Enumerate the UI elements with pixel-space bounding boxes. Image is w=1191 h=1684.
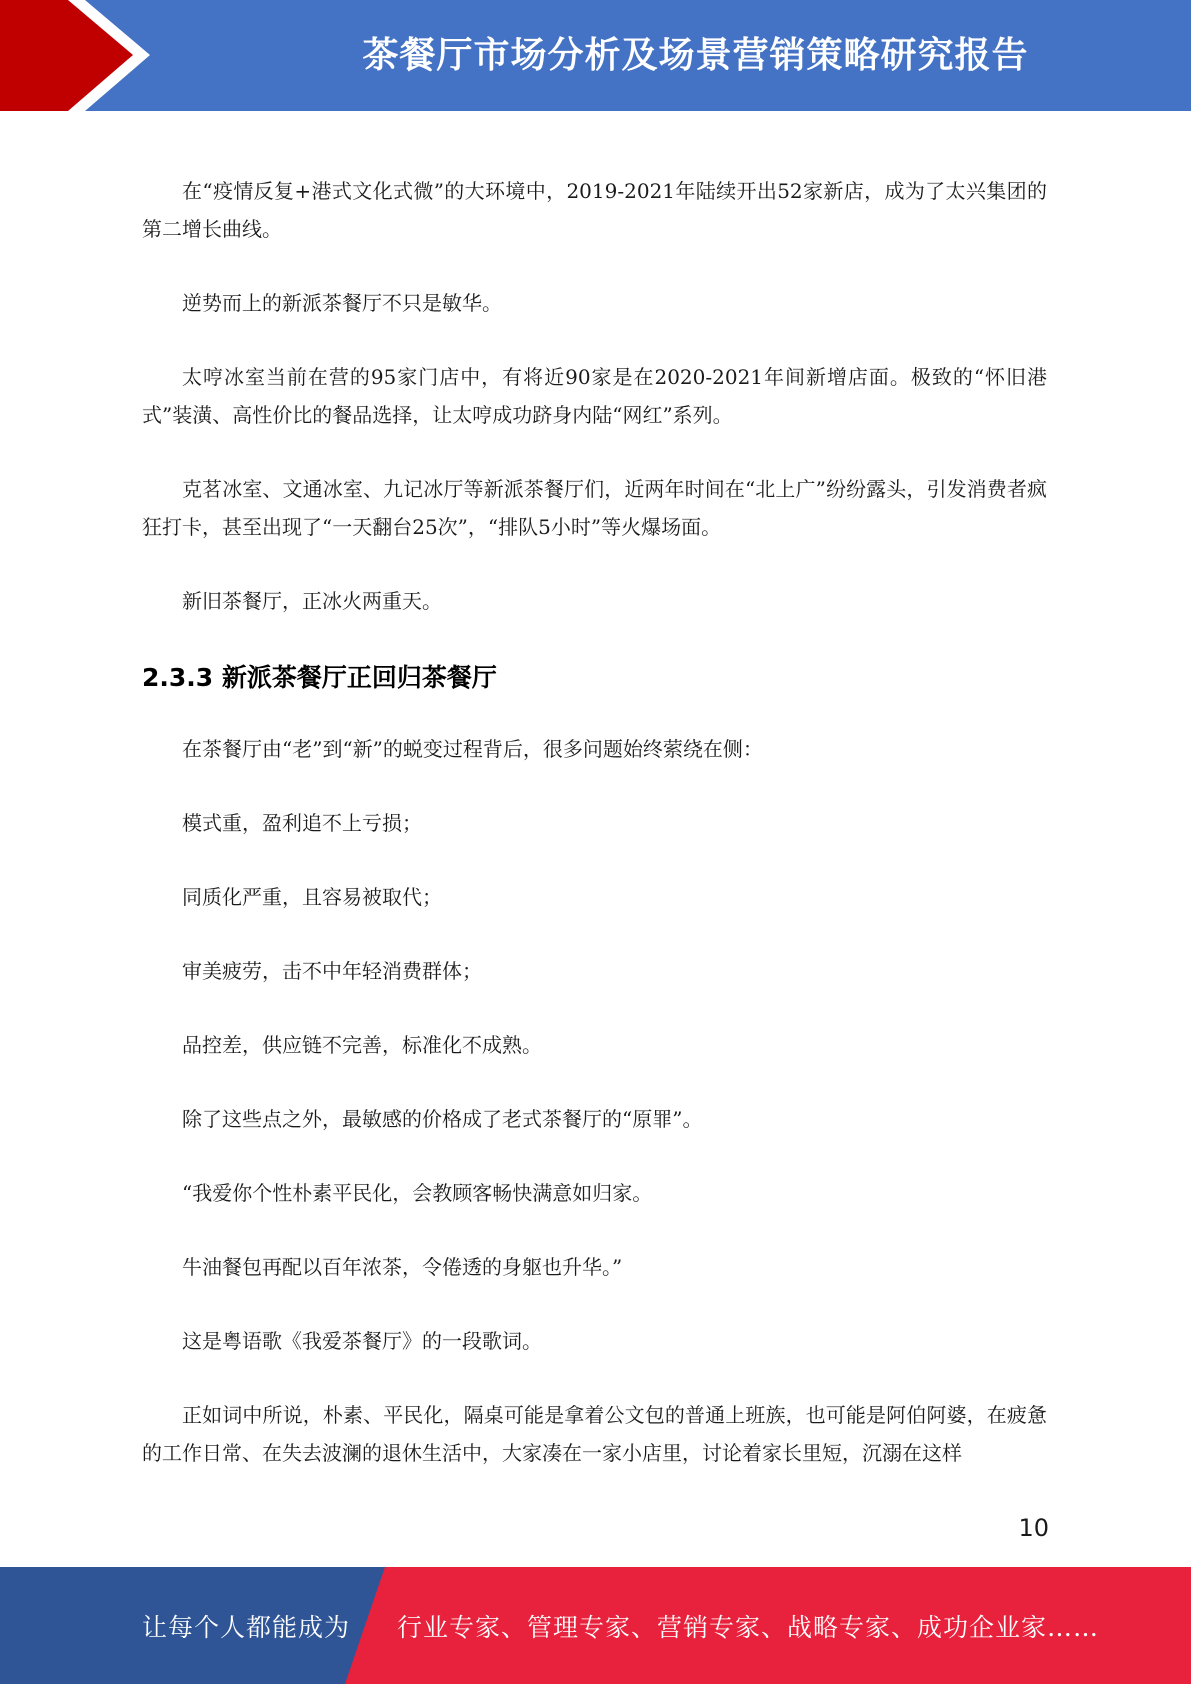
lyric-line: “我爱你个性朴素平民化，会教顾客畅快满意如归家。: [182, 1181, 653, 1205]
page-footer: [0, 1567, 1191, 1684]
footer-slogan-right: 行业专家、管理专家、营销专家、战略专家、成功企业家……: [397, 1612, 1100, 1642]
page-number: 10: [1018, 1514, 1049, 1542]
paragraph: 正如词中所说，朴素、平民化，隔桌可能是拿着公文包的普通上班族，也可能是阿伯阿婆，在疲惫的工作日常、在失去波澜的退休生活中，大家凑在一家小店里，讨论着家长里短，沉溺在这样: [142, 1403, 1047, 1465]
paragraph: 除了这些点之外，最敏感的价格成了老式茶餐厅的“原罪”。: [182, 1107, 703, 1131]
paragraph: 模式重，盈利追不上亏损；: [182, 811, 422, 835]
paragraph: 克茗冰室、文通冰室、九记冰厅等新派茶餐厅们，近两年时间在“北上广”纷纷露头，引发消费者疯狂打卡，甚至出现了“一天翻台25次”，“排队5小时”等火爆场面。: [142, 477, 1047, 539]
paragraph: 这是粤语歌《我爱茶餐厅》的一段歌词。: [182, 1329, 542, 1353]
paragraph: 同质化严重，且容易被取代；: [182, 885, 442, 909]
footer-slogan-left: 让每个人都能成为: [142, 1612, 351, 1642]
paragraph: 品控差，供应链不完善，标准化不成熟。: [182, 1033, 542, 1057]
paragraph: 审美疲劳，击不中年轻消费群体；: [182, 959, 482, 983]
paragraph: 太哼冰室当前在营的95家门店中，有将近90家是在2020-2021年间新增店面。极致的“怀旧港式”装潢、高性价比的餐品选择，让太哼成功跻身内陆“网红”系列。: [142, 365, 1047, 427]
paragraph: 新旧茶餐厅，正冰火两重天。: [182, 589, 442, 613]
lyric-line: 牛油餐包再配以百年浓茶，令倦透的身躯也升华。”: [182, 1255, 623, 1279]
page-header: [0, 0, 1191, 111]
paragraph: 逆势而上的新派茶餐厅不只是敏华。: [182, 291, 502, 315]
paragraph: 在“疫情反复+港式文化式微”的大环境中，2019-2021年陆续开出52家新店，成为了太兴集团的第二增长曲线。: [142, 179, 1047, 241]
document-title: 茶餐厅市场分析及场景营销策略研究报告: [362, 34, 1029, 76]
page-body: [142, 172, 1047, 1472]
section-heading: 2.3.3 新派茶餐厅正回归茶餐厅: [142, 663, 497, 692]
paragraph: 在茶餐厅由“老”到“新”的蜕变过程背后，很多问题始终萦绕在侧：: [182, 737, 763, 761]
